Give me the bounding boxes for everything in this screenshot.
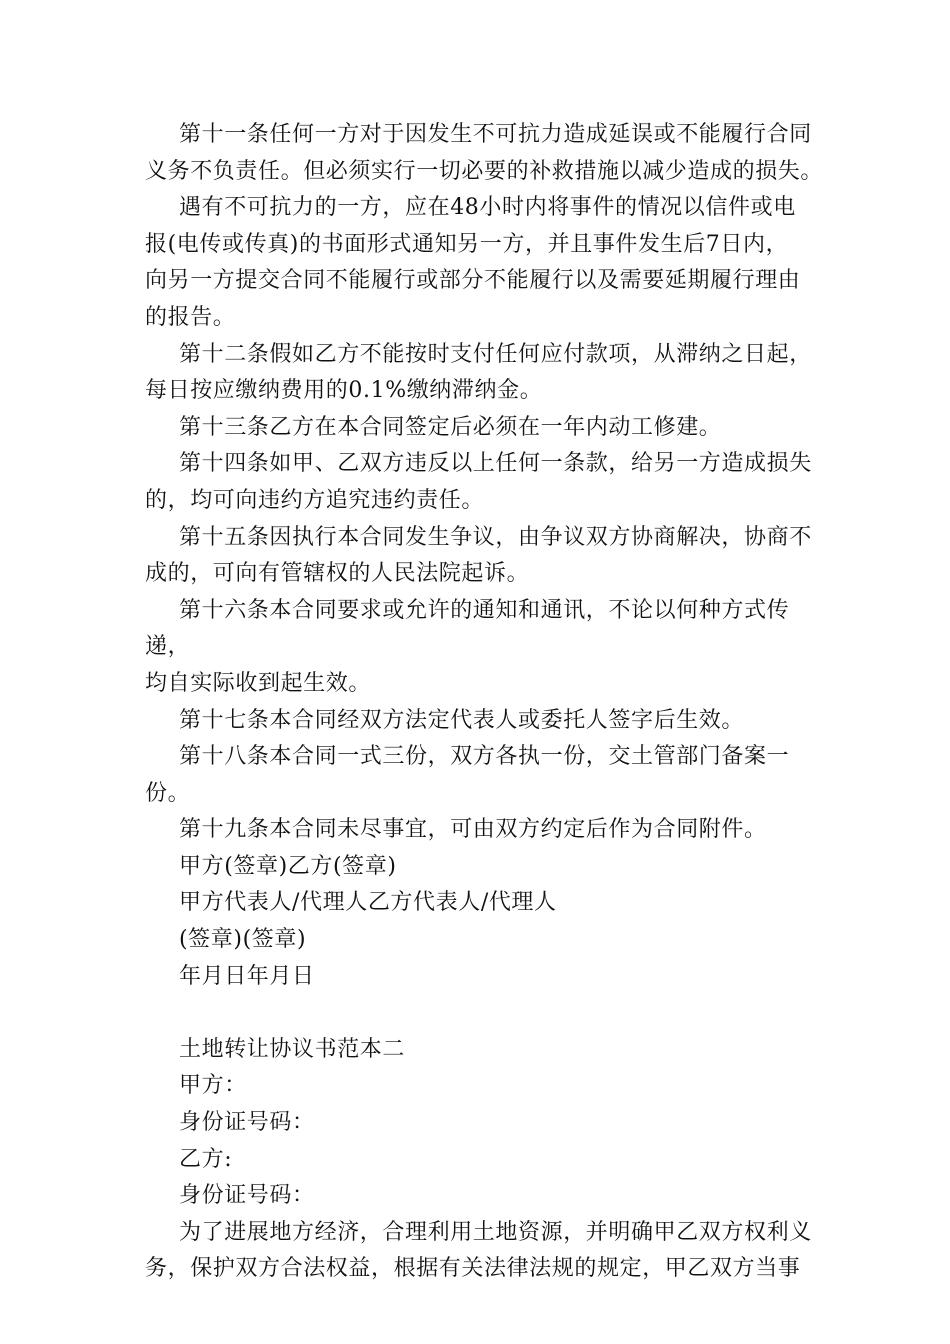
article-14: 第十四条如甲、乙双方违反以上任何一条款，给另一方造成损失 的，均可向违约方追究违约责任。 — [145, 451, 812, 513]
article-11: 第十一条任何一方对于因发生不可抗力造成延误或不能履行合同义务不负责任。但必须实行一切必要的补救措施以减少造成的损失。 — [145, 122, 824, 184]
party-b-label: 乙方: — [179, 1146, 233, 1172]
party-a-label: 甲方： — [179, 1073, 247, 1099]
article-15: 第十五条因执行本合同发生争议，由争议双方协商解决，协商不 成的，可向有管辖权的人民法院起诉。 — [145, 524, 812, 587]
article-18: 第十八条本合同一式三份，双方各执一份，交土管部门备案一份。 — [145, 744, 790, 806]
signature-parties: 甲方(签章)乙方(签章) — [179, 853, 397, 879]
document-body — [145, 117, 825, 1288]
signature-dates: 年月日年月日 — [179, 963, 315, 989]
article-19: 第十九条本合同未尽事宜，可由双方约定后作为合同附件。 — [179, 817, 767, 843]
signature-seals: (签章)(签章) — [179, 927, 307, 953]
party-a-id-label: 身份证号码： — [179, 1110, 315, 1136]
article-16: 第十六条本合同要求或允许的通知和通讯，不论以何种方式传递， 均自实际收到起生效。 — [145, 597, 790, 696]
signature-representatives: 甲方代表人/代理人乙方代表人/代理人 — [179, 890, 557, 916]
article-17: 第十七条本合同经双方法定代表人或委托人签字后生效。 — [179, 707, 745, 733]
party-b-id-label: 身份证号码： — [179, 1183, 315, 1209]
article-13: 第十三条乙方在本合同签定后必须在一年内动工修建。 — [179, 414, 722, 440]
section-two-title: 土地转让协议书范本二 — [179, 1036, 406, 1062]
section-two-intro: 为了进展地方经济，合理利用土地资源，并明确甲乙双方权利义 务，保护双方合法权益，根据有关法律法规的规定，甲乙双方当事 — [145, 1219, 812, 1282]
article-12: 第十二条假如乙方不能按时支付任何应付款项，从滞纳之日起， 每日按应缴纳费用的0.1%缴纳滞纳金。 — [145, 341, 812, 404]
force-majeure-notice: 遇有不可抗力的一方，应在48小时内将事件的情况以信件或电 报(电传或传真)的书面形式通知另一方，并且事件发生后7日内， 向另一方提交合同不能履行或部分不能履行以及需要延期履行理由 的报告。 — [145, 195, 801, 330]
section-gap — [145, 995, 825, 1032]
